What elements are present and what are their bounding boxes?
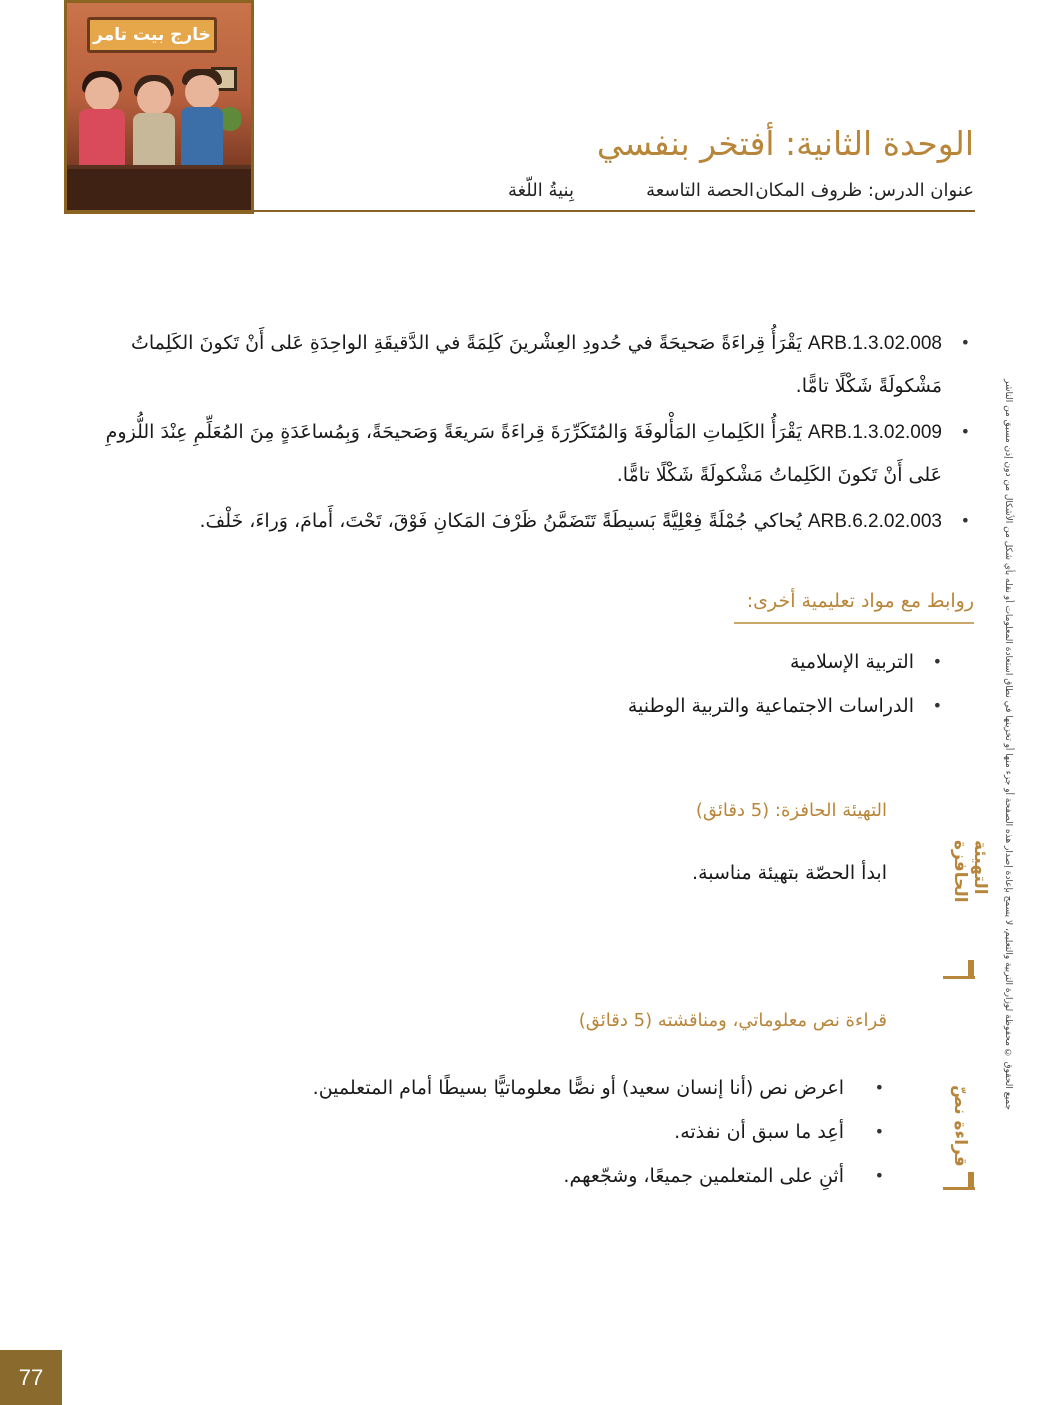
link-item: • التربية الإسلامية	[442, 640, 942, 684]
reading-step: • أثنِ على المتعلمين جميعًا، وشجّعهم.	[164, 1154, 884, 1198]
learning-objectives-list	[70, 322, 970, 547]
reading-title: قراءة نص معلوماتي، ومناقشته (5 دقائق)	[578, 1010, 887, 1031]
cross-curricular-links-list	[442, 640, 942, 728]
objective-code: ARB.6.2.02.003	[807, 511, 942, 532]
page-number-badge: 77	[0, 1350, 62, 1405]
cover-sofa	[67, 165, 251, 211]
objective-text: يَقْرَأُ الكَلِماتِ المَأْلوفَةَ وَالمُتَكَرِّرَةَ قِراءَةً سَريعَةً وَصَحيحَةً، وَبِمُساعَدَةٍ مِنَ المُعَلِّمِ عِنْدَ اللُّزومِ عَلى أَنْ تَكونَ الكَلِماتُ مَشْكولَةً شَكْلًا تامًّا.	[105, 421, 942, 486]
objective-code: ARB.1.3.02.009	[807, 422, 942, 443]
objective-text: يَقْرَأُ قِراءَةً صَحيحَةً في حُدودِ العِشْرينَ كَلِمَةً في الدَّقيقَةِ الواحِدَةِ عَلى أَنْ تَكونَ الكَلِماتُ مَشْكولَةً شَكْلًا تامًّا.	[130, 332, 942, 397]
unit-title: الوحدة الثانية: أفتخر بنفسي	[596, 124, 974, 163]
book-cover-image	[64, 0, 254, 214]
warmup-title: التهيئة الحافزة: (5 دقائق)	[695, 800, 887, 821]
reading-step: • اعرض نص (أنا إنسان سعيد) أو نصًّا معلوماتيًّا بسيطًا أمام المتعلمين.	[164, 1066, 884, 1110]
section-tab-warmup: التهيئة الحافزة	[950, 840, 990, 903]
section-tab-warmup-underline	[943, 976, 975, 979]
lesson-session: الحصة التاسعة	[646, 180, 754, 201]
link-item: • الدراسات الاجتماعية والتربية الوطنية	[442, 684, 942, 728]
lesson-name: عنوان الدرس: ظروف المكان	[755, 180, 974, 201]
objective-text: يُحاكي جُمْلَةً فِعْلِيَّةً بَسيطَةً تَتَضَمَّنُ ظَرْفَ المَكانِ فَوْقَ، تَحْتَ، أَمامَ، وَراءَ، خَلْفَ.	[199, 510, 802, 532]
lesson-info-line	[444, 180, 974, 201]
warmup-text: ابدأ الحصّة بتهيئة مناسبة.	[692, 862, 887, 884]
objective-item	[70, 500, 970, 543]
objective-item	[70, 322, 970, 407]
cover-sign: خارج بيت تامر	[87, 17, 217, 53]
reading-steps-list	[164, 1066, 884, 1198]
objective-item	[70, 411, 970, 496]
lesson-topic: بِنيةُ اللّغة	[507, 180, 574, 201]
reading-step: • أعِد ما سبق أن نفذته.	[164, 1110, 884, 1154]
header-divider	[64, 210, 975, 212]
objective-code: ARB.1.3.02.008	[807, 333, 942, 354]
cross-curricular-links-title: روابط مع مواد تعليمية أخرى:	[734, 590, 974, 624]
section-tab-reading: قراءة نصّ	[950, 1085, 970, 1167]
section-tab-reading-underline	[943, 1187, 975, 1190]
copyright-side-note: جميع الحقوق © محفوظة لوزارة التربية والتعليم، لا يسمح بإعادة إصدار هذه الصفحة أو جزء منها أو تخزينها في نطاق استعادة المعلومات أو نقله بأي شكل من الأشكال من دون إذن مسبق من الناشر	[1003, 379, 1013, 1110]
